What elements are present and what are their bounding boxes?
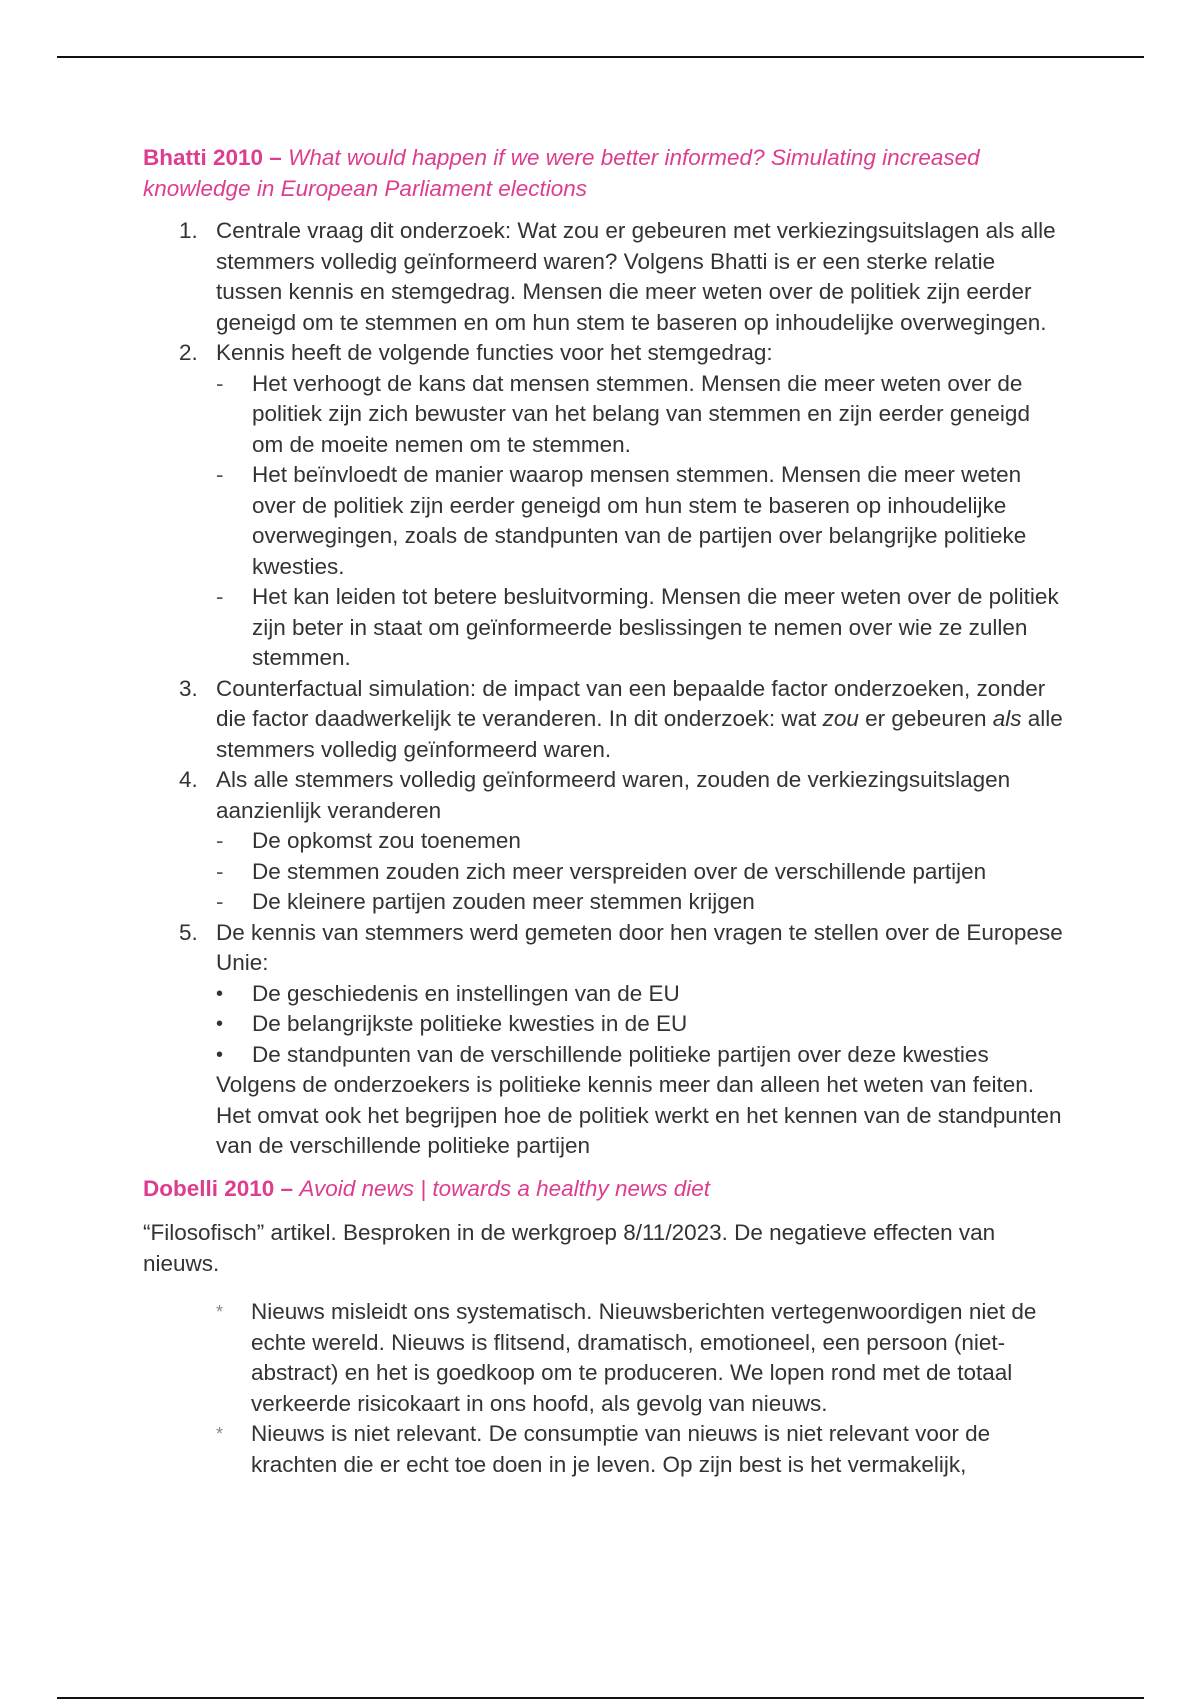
star-item-text: Nieuws is niet relevant. De consumptie van nieuws is niet relevant voor de krachten die er echt toe doen in je leven. Op zijn best is het vermakelijk, xyxy=(251,1421,991,1477)
list-number: 1. xyxy=(179,218,198,243)
top-rule xyxy=(57,56,1144,58)
heading-author: Bhatti 2010 – xyxy=(143,145,282,170)
star-item xyxy=(143,1419,1063,1480)
bullet-marker: • xyxy=(216,982,224,1005)
sub-item xyxy=(216,582,1063,674)
sub-item-text: Het beïnvloedt de manier waarop mensen stemmen. Mensen die meer weten over de politiek zijn eerder geneigd om hun stem te baseren op inhoudelijke overwegingen, zoals de standpunten van de partijen over belangrijke politieke kwesties. xyxy=(252,462,1027,579)
sub-item-text: Het verhoogt de kans dat mensen stemmen. Mensen die meer weten over de politiek zijn zich bewuster van het belang van stemmen en zijn eerder geneigd om de moeite nemen om te stemmen. xyxy=(252,370,1030,457)
sub-item xyxy=(216,1040,1063,1071)
list-item-5 xyxy=(143,918,1063,1162)
dash-sublist xyxy=(216,369,1063,674)
bullet-marker: • xyxy=(216,1013,224,1035)
sub-item xyxy=(216,857,1063,888)
list-item-5-conclusion: Volgens de onderzoekers is politieke kennis meer dan alleen het weten van feiten. Het omvat ook het begrijpen hoe de politiek werkt en het kennen van de standpunten van de verschillende politieke partijen xyxy=(216,1072,1062,1158)
sub-item xyxy=(216,460,1063,582)
star-marker: * xyxy=(216,1424,224,1444)
star-list xyxy=(143,1297,1063,1480)
sub-item xyxy=(216,979,1063,1010)
sub-item-text: De belangrijkste politieke kwesties in de EU xyxy=(252,1011,688,1036)
dash-sublist xyxy=(216,826,1063,918)
document-body xyxy=(143,143,1063,1480)
heading-author: Dobelli 2010 – xyxy=(143,1175,294,1201)
list-item-text: De kennis van stemmers werd gemeten door hen vragen te stellen over de Europese Unie: xyxy=(216,919,1063,975)
list-number: 3. xyxy=(179,675,198,701)
list-item-text: er gebeuren xyxy=(858,706,993,731)
sub-item xyxy=(216,887,1063,918)
sub-item-text: De standpunten van de verschillende politieke partijen over deze kwesties xyxy=(252,1041,989,1067)
numbered-list xyxy=(143,216,1063,1162)
heading-title: Avoid news | towards a healthy news diet xyxy=(299,1175,711,1201)
dash-marker: - xyxy=(216,828,224,853)
sub-item xyxy=(216,1009,1063,1040)
heading-title: What would happen if we were better informed? Simulating increased knowledge in European Parliament elections xyxy=(143,145,980,201)
list-item-text: Centrale vraag dit onderzoek: Wat zou er gebeuren met verkiezingsuitslagen als alle stemmers volledig geïnformeerd waren? Volgens Bhatti is er een sterke relatie tussen kennis en stemgedrag. Mensen die meer weten over de politiek zijn eerder geneigd om te stemmen en om hun stem te baseren op inhoudelijke overwegingen. xyxy=(216,218,1056,335)
sub-item-text: De stemmen zouden zich meer verspreiden over de verschillende partijen xyxy=(252,858,987,884)
list-item-text: Als alle stemmers volledig geïnformeerd waren, zouden de verkiezingsuitslagen aanzienlijk veranderen xyxy=(216,767,1011,823)
list-item-4 xyxy=(143,765,1063,918)
list-item-text: Kennis heeft de volgende functies voor het stemgedrag: xyxy=(216,340,773,365)
sub-item xyxy=(216,826,1063,857)
dobelli-intro: “Filosofisch” artikel. Besproken in de werkgroep 8/11/2023. De negatieve effecten van nieuws. xyxy=(143,1220,996,1276)
dash-marker: - xyxy=(216,370,224,396)
list-item-1 xyxy=(143,216,1063,338)
sub-item-text: Het kan leiden tot betere besluitvorming. Mensen die meer weten over de politiek zijn beter in staat om geïnformeerde beslissingen te nemen over wie ze zullen stemmen. xyxy=(252,584,1059,670)
sub-item xyxy=(216,369,1063,461)
dash-marker: - xyxy=(216,889,224,914)
bullet-sublist xyxy=(216,979,1063,1071)
list-item-2 xyxy=(143,338,1063,674)
dash-marker: - xyxy=(216,462,224,487)
sub-item-text: De opkomst zou toenemen xyxy=(252,828,521,853)
sub-item-text: De kleinere partijen zouden meer stemmen krijgen xyxy=(252,889,755,914)
bullet-marker: • xyxy=(216,1043,224,1066)
dash-marker: - xyxy=(216,584,224,609)
star-item xyxy=(143,1297,1063,1419)
bottom-rule xyxy=(57,1697,1144,1699)
emphasis-text: als xyxy=(992,706,1022,731)
emphasis-text: zou xyxy=(822,706,859,731)
list-item-text: Counterfactual simulation: de impact van een bepaalde factor onderzoeken, zonder die factor daadwerkelijk te veranderen. In dit onderzoek: wat xyxy=(216,675,1046,731)
section-heading-bhatti xyxy=(143,143,1063,204)
list-number: 2. xyxy=(179,340,198,365)
list-item-3 xyxy=(143,674,1063,766)
list-number: 4. xyxy=(179,767,198,792)
dash-marker: - xyxy=(216,858,224,884)
list-number: 5. xyxy=(179,919,198,945)
list-item-text: alle stemmers volledig geïnformeerd waren. xyxy=(216,706,1063,762)
section-heading-dobelli xyxy=(143,1174,1063,1205)
star-marker: * xyxy=(216,1302,224,1322)
sub-item-text: De geschiedenis en instellingen van de EU xyxy=(252,980,680,1006)
star-item-text: Nieuws misleidt ons systematisch. Nieuwsberichten vertegenwoordigen niet de echte wereld. Nieuws is flitsend, dramatisch, emotioneel, een persoon (niet-abstract) en het is goedkoop om te produceren. We lopen rond met de totaal verkeerde risicokaart in ons hoofd, als gevolg van nieuws. xyxy=(251,1299,1037,1416)
